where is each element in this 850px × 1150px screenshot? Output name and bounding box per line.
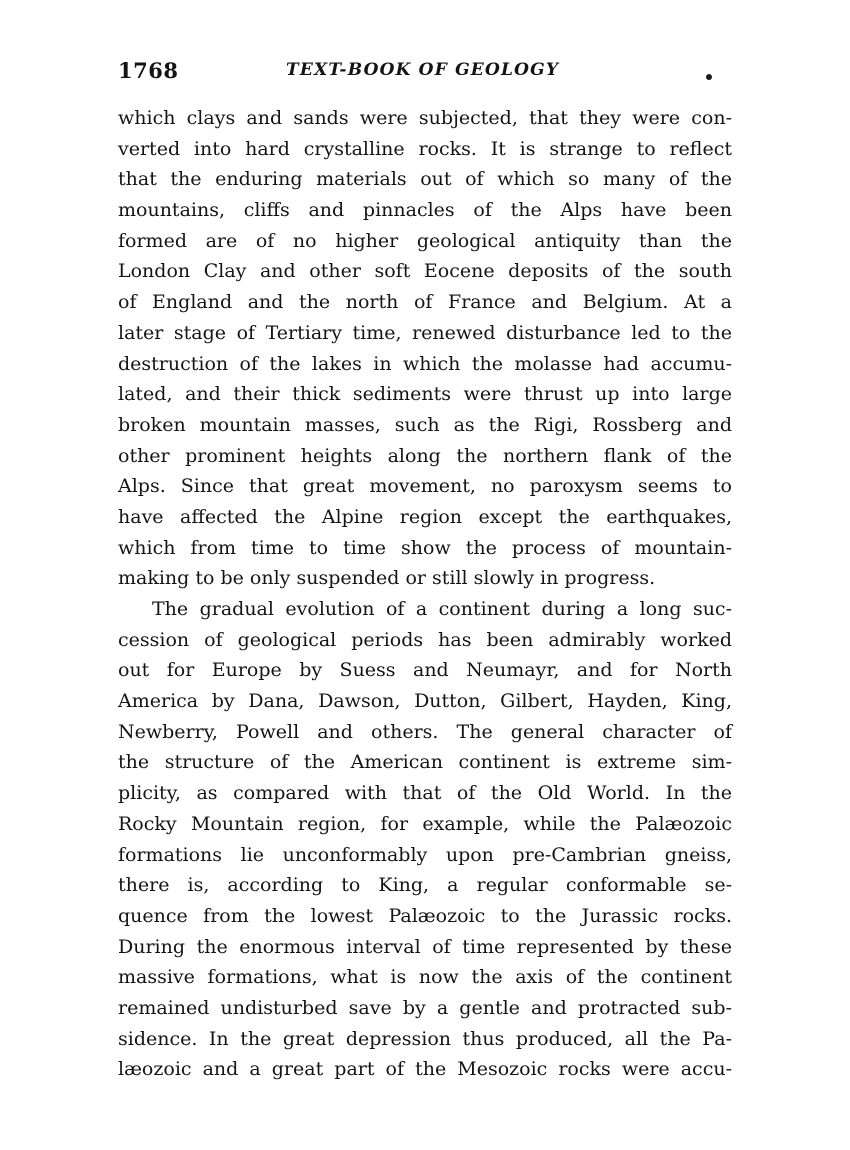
text-line: verted into hard crystalline rocks. It is strange to reflect — [118, 137, 732, 160]
running-title: TEXT-BOOK OF GEOLOGY — [286, 60, 560, 80]
text-line: During the enormous interval of time represented by these — [118, 935, 732, 958]
text-line: Rocky Mountain region, for example, while the Palæozoic — [118, 812, 732, 835]
text-line: massive formations, what is now the axis of the continent — [118, 966, 732, 989]
text-line: formed are of no higher geological antiquity than the — [118, 229, 732, 252]
text-line: læozoic and a great part of the Mesozoic rocks were accu- — [118, 1058, 732, 1081]
text-line: there is, according to King, a regular conformable se- — [118, 874, 732, 897]
text-line: sidence. In the great depression thus produced, all the Pa- — [118, 1027, 732, 1050]
text-line: destruction of the lakes in which the molasse had accumu- — [118, 352, 732, 375]
running-head — [118, 58, 732, 88]
text-line: that the enduring materials out of which so many of the — [118, 168, 732, 191]
text-line: broken mountain masses, such as the Rigi, Rossberg and — [118, 413, 732, 436]
text-line: formations lie unconformably upon pre-Cambrian gneiss, — [118, 843, 732, 866]
text-line: remained undisturbed save by a gentle and protracted sub- — [118, 996, 732, 1019]
text-line: which from time to time show the process of mountain- — [118, 536, 732, 559]
text-line: of England and the north of France and Belgium. At a — [118, 291, 732, 314]
text-line: America by Dana, Dawson, Dutton, Gilbert, Hayden, King, — [118, 690, 732, 713]
text-line: lated, and their thick sediments were thrust up into large — [118, 383, 732, 406]
body-text — [118, 103, 732, 1085]
text-line: Newberry, Powell and others. The general character of — [118, 720, 732, 743]
paragraph-end-line: making to be only suspended or still slowly in progress. — [118, 567, 656, 590]
ink-dot — [706, 74, 712, 80]
text-line: have affected the Alpine region except the earthquakes, — [118, 505, 732, 528]
text-line: cession of geological periods has been admirably worked — [118, 628, 732, 651]
text-line: mountains, cliffs and pinnacles of the Alps have been — [118, 199, 732, 222]
text-line: which clays and sands were subjected, that they were con- — [118, 107, 732, 129]
paragraph-first-line: The gradual evolution of a continent during a long suc- — [152, 598, 732, 620]
text-line: Alps. Since that great movement, no paroxysm seems to — [118, 475, 732, 498]
text-line: London Clay and other soft Eocene deposits of the south — [118, 260, 732, 283]
text-line: other prominent heights along the northern flank of the — [118, 444, 732, 467]
text-line: the structure of the American continent is extreme sim- — [118, 751, 732, 774]
page-number: 1768 — [118, 58, 179, 83]
text-line: out for Europe by Suess and Neumayr, and for North — [118, 659, 732, 682]
text-line: later stage of Tertiary time, renewed disturbance led to the — [118, 321, 732, 344]
text-line: plicity, as compared with that of the Old World. In the — [118, 782, 732, 805]
text-line: quence from the lowest Palæozoic to the Jurassic rocks. — [118, 904, 732, 927]
